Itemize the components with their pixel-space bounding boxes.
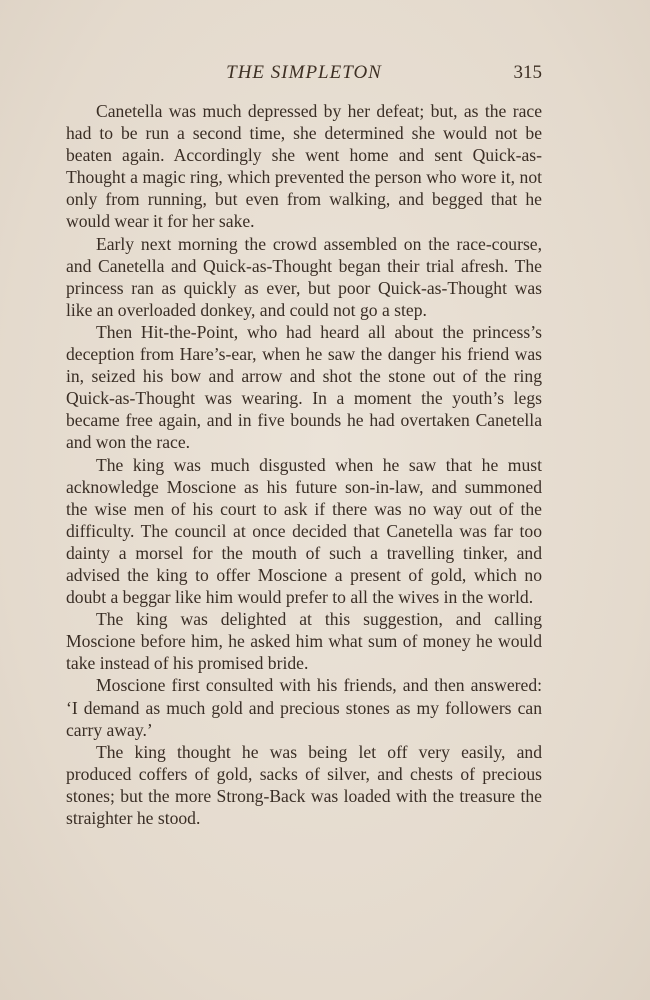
page-number: 315	[513, 62, 542, 83]
page-header	[66, 62, 542, 90]
paragraph: The king was much disgusted when he saw that he must acknowledge Moscione as his future son-in-law, and summoned the wise men of his court to ask if there was no way out of the difficulty. The council at once decided that Canetella was far too dainty a morsel for the mouth of such a travelling tinker, and advised the king to offer Moscione a present of gold, which no doubt a beggar like him would prefer to all the wives in the world.	[66, 454, 542, 608]
paragraph: Canetella was much depressed by her defeat; but, as the race had to be run a second time, she determined she would not be beaten again. Accordingly she went home and sent Quick-as-Thought a magic ring, which prevented the person who wore it, not only from running, but even from walking, and begged that he would wear it for her sake.	[66, 101, 542, 232]
paragraph: The king was delighted at this suggestion, and calling Moscione before him, he asked him what sum of money he would take instead of his promised bride.	[66, 609, 542, 674]
running-title: THE SIMPLETON	[226, 62, 382, 83]
paragraph: Early next morning the crowd assembled on the race-course, and Canetella and Quick-as-Thought began their trial afresh. The princess ran as quickly as ever, but poor Quick-as-Thought was like an overloaded donkey, and could not go a step.	[66, 233, 542, 320]
paragraph: Moscione first consulted with his friends, and then answered: ‘I demand as much gold and precious stones as my followers can carry away.’	[66, 675, 542, 740]
paragraph: The king thought he was being let off very easily, and produced coffers of gold, sacks of silver, and chests of precious stones; but the more Strong-Back was loaded with the treasure the straighter he stood.	[66, 741, 542, 828]
body-text	[66, 100, 542, 829]
paragraph: Then Hit-the-Point, who had heard all about the princess’s deception from Hare’s-ear, when he saw the danger his friend was in, seized his bow and arrow and shot the stone out of the ring Quick-as-Thought was wearing. In a moment the youth’s legs became free again, and in five bounds he had overtaken Canetella and won the race.	[66, 321, 542, 453]
